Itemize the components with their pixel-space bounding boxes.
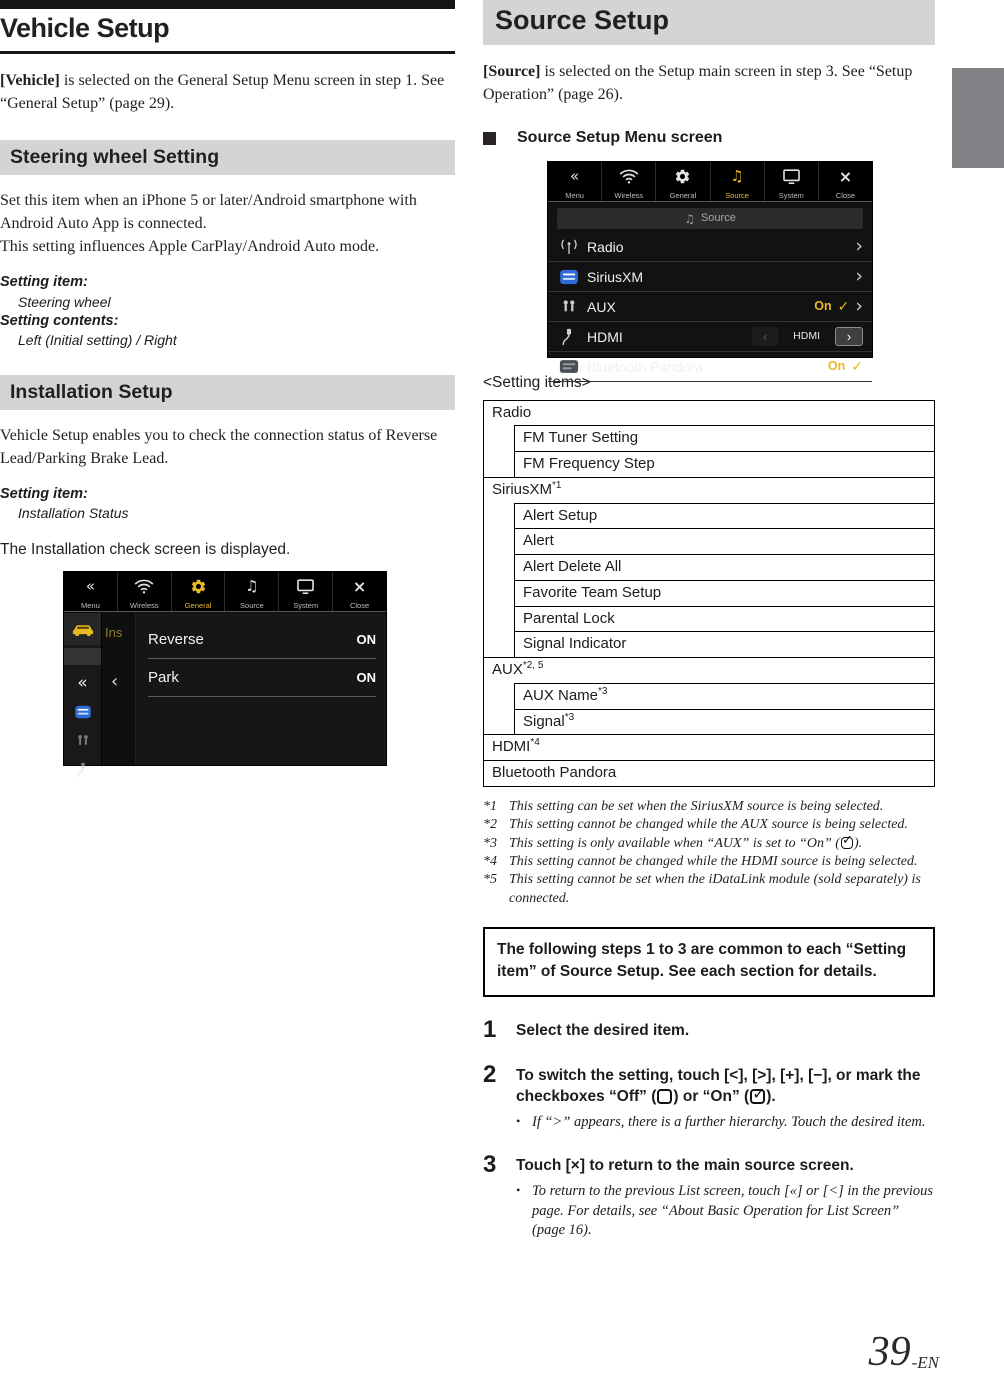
- music-icon-wrap: [245, 576, 258, 596]
- footnote-marker: *2: [483, 817, 497, 833]
- setting-item-value: Steering wheel: [18, 293, 111, 310]
- step-body: [516, 1018, 935, 1042]
- setting-contents-value: Left (Initial setting) / Right: [18, 332, 177, 349]
- source-title-text: Source: [700, 212, 736, 225]
- footnote: [483, 798, 935, 816]
- nav-item-label: General: [184, 600, 212, 610]
- nav-item-label: Wireless: [129, 600, 159, 610]
- checkbox-on-icon: [841, 837, 853, 849]
- nav-item-menu: [548, 162, 602, 201]
- installation-check-paragraph: The Installation check screen is displayed.: [0, 541, 291, 559]
- chapter-side-tab: [952, 68, 1004, 168]
- table-parent-row: Radio: [492, 403, 532, 421]
- back-icon-wrap: [86, 576, 95, 596]
- left-title-block: [0, 9, 455, 54]
- left-page-title: Vehicle Setup: [0, 13, 170, 43]
- footnote-marker: *4: [483, 853, 497, 869]
- gear-icon-wrap: [190, 576, 207, 596]
- setting-contents-label: Setting contents:: [0, 312, 119, 329]
- hdmi-icon-wrap: [554, 327, 584, 347]
- music-note-icon: ♫: [730, 167, 744, 186]
- vehicle-intro-bold: [Vehicle]: [0, 71, 60, 89]
- installation-section-header: Installation Setup: [0, 375, 455, 410]
- bullet-text: To return to the previous List screen, touch [«] or [<] in the previous page. For details, see “About Basic Operation for List Screen” (page 16).: [532, 1183, 934, 1238]
- aux-icon: [560, 298, 578, 316]
- monitor-icon-wrap: [782, 166, 801, 186]
- source-row-controls: [828, 360, 863, 374]
- footnotes: [483, 798, 935, 908]
- installation-check-screenshot: [63, 571, 387, 766]
- wifi-icon: [134, 578, 154, 595]
- source-intro-bold: [Source]: [483, 62, 541, 80]
- hdmi-icon: [560, 327, 578, 347]
- table-parent-row: HDMI$^{*4}$: [484, 734, 934, 760]
- steps: [483, 1015, 935, 1240]
- menu-screen-subheading-text: Source Setup Menu screen: [517, 129, 723, 147]
- radio-antenna-icon: [559, 237, 579, 256]
- source-row-label: HDMI: [587, 328, 623, 345]
- hdmi-icon: [64, 755, 101, 784]
- hdmi-value-label: HDMI: [793, 330, 820, 343]
- menu-screen-subheading: [483, 130, 935, 146]
- source-row-bt: [548, 352, 872, 382]
- setting-items-label: <Setting items>: [483, 374, 591, 392]
- nav-item-label: General: [669, 190, 697, 200]
- footnote-text: This setting cannot be changed while the HDMI source is being selected.: [509, 853, 918, 869]
- nav-item-label: Wireless: [614, 190, 644, 200]
- vehicle-intro-rest: is selected on the General Setup Menu screen in step 1. See “General Setup” (page 29).: [0, 71, 445, 112]
- nav-item-source: [225, 572, 279, 611]
- gear-icon: [674, 168, 691, 185]
- setting-items-table: [483, 400, 935, 787]
- nav-item-source: [711, 162, 765, 201]
- footnote: [483, 853, 935, 871]
- wifi-icon: [619, 168, 639, 185]
- source-row-label: Radio: [587, 238, 624, 255]
- table-child-row: Alert: [515, 528, 934, 554]
- nav-item-label: Close: [835, 190, 856, 200]
- gear-icon: [190, 578, 207, 595]
- source-row-controls: [855, 237, 863, 256]
- footnote-ref: *1: [552, 479, 562, 491]
- source-row-sirius: [548, 262, 872, 292]
- close-icon-wrap: [839, 166, 852, 186]
- installation-setting-block: [0, 485, 455, 523]
- footnote-ref: *4: [530, 737, 540, 749]
- step-3: [483, 1153, 935, 1240]
- footnote-ref: *2, 5: [522, 660, 544, 672]
- footnote-text: This setting can be set when the SiriusXM source is being selected.: [509, 798, 884, 814]
- source-intro-rest: is selected on the Setup main screen in step 3. See “Setup Operation” (page 26).: [483, 62, 913, 103]
- step-instruction: Touch [×] to return to the main source screen.: [516, 1157, 854, 1175]
- chevron-left-button: ‹: [752, 327, 778, 346]
- installation-row: [148, 621, 376, 659]
- checkbox-off-icon: [657, 1089, 672, 1104]
- back-chevrons-icon: «: [85, 577, 95, 596]
- installation-row-value: ON: [356, 632, 376, 648]
- table-child-row: Alert Delete All: [515, 554, 934, 580]
- nav-item-label: System: [293, 600, 319, 610]
- check-icon: ✓: [837, 298, 850, 315]
- nav-item-label: Source: [725, 190, 749, 200]
- sidebar-divider-block: [64, 648, 101, 665]
- right-page-title: Source Setup: [483, 0, 935, 45]
- nav-item-close: [333, 572, 386, 611]
- source-row-controls: [752, 327, 863, 346]
- step-number: 1: [483, 1015, 497, 1043]
- setting-item-value: Installation Status: [18, 505, 129, 522]
- installation-paragraph: Vehicle Setup enables you to check the connection status of Reverse Lead/Parking Brake Lead.: [0, 426, 438, 467]
- source-row-hdmi: [548, 322, 872, 352]
- step-bullet: [516, 1182, 935, 1240]
- table-child-row: Parental Lock: [515, 606, 934, 632]
- steering-paragraph-2: This setting influences Apple CarPlay/Android Auto mode.: [0, 237, 380, 255]
- square-bullet-icon: [483, 132, 496, 145]
- table-child-group: [514, 425, 934, 477]
- steering-setting-block: [0, 273, 455, 350]
- siriusxm-icon: [64, 697, 101, 726]
- steering-paragraph-1: Set this item when an iPhone 5 or later/Android smartphone with Android Auto App is connected.: [0, 191, 417, 232]
- step-2: [483, 1060, 935, 1132]
- left-column: [0, 0, 455, 766]
- step-instruction: To switch the setting, touch [<], [>], [+], [−], or mark the checkboxes “Off” ( ) or “On” ( ✓ ).: [516, 1065, 935, 1107]
- bullet-text: If “>” appears, there is a further hierarchy. Touch the desired item.: [532, 1114, 926, 1131]
- source-row-radio: [548, 232, 872, 262]
- siriusxm-icon: [559, 269, 579, 285]
- aux-icon-wrap: [554, 298, 584, 316]
- source-row-aux: [548, 292, 872, 322]
- step-bullet: [516, 1113, 935, 1132]
- screenshot-nav-bar: [64, 572, 386, 612]
- page-number-suffix: -EN: [911, 1353, 939, 1372]
- wifi-icon-wrap: [619, 166, 639, 186]
- source-screen-body: [548, 203, 872, 375]
- nav-item-system: [279, 572, 333, 611]
- page-number-big: 39: [868, 1329, 911, 1375]
- step-1: [483, 1015, 935, 1043]
- music-note-icon: ♫: [684, 211, 695, 226]
- source-icons-sidebar: [64, 613, 102, 765]
- nav-item-label: Source: [240, 600, 264, 610]
- footnote-text: This setting cannot be changed while the AUX source is being selected.: [509, 817, 908, 833]
- close-icon-wrap: [353, 576, 366, 596]
- music-icon-wrap: [730, 166, 743, 186]
- close-icon: ×: [352, 576, 367, 596]
- installation-panel-title-partial: Ins: [105, 625, 123, 641]
- nav-item-label: Close: [349, 600, 370, 610]
- wifi-icon-wrap: [134, 576, 154, 596]
- sirius-icon-wrap: [554, 269, 584, 285]
- bullet-marker: •: [516, 1183, 521, 1198]
- on-label: On: [814, 299, 832, 314]
- check-icon: ✓: [851, 358, 863, 375]
- steering-wheel-section-header: Steering wheel Setting: [0, 140, 455, 175]
- aux-icon: [64, 726, 101, 755]
- table-child-row: Favorite Team Setup: [515, 580, 934, 606]
- nav-item-wireless: [602, 162, 656, 201]
- footnote-marker: *1: [483, 798, 497, 814]
- footnote-marker: *3: [483, 835, 497, 851]
- on-label: On: [827, 359, 846, 374]
- table-child-row: Signal$^{*3}$: [515, 709, 934, 735]
- top-black-bar: [0, 0, 455, 9]
- source-title-strip: [557, 208, 863, 229]
- nav-item-label: System: [778, 190, 804, 200]
- page-number: [869, 1328, 938, 1376]
- nav-item-general: [656, 162, 710, 201]
- source-list: [548, 232, 872, 382]
- step-body: [516, 1153, 935, 1240]
- footnote-text: This setting cannot be set when the iDataLink module (sold separately) is connected.: [509, 872, 921, 906]
- gear-icon-wrap: [674, 166, 691, 186]
- source-row-controls: [855, 267, 863, 286]
- step-body: [516, 1063, 935, 1132]
- installation-screen-body: [64, 613, 386, 765]
- nav-item-wireless: [118, 572, 172, 611]
- bullet-marker: •: [516, 1114, 521, 1129]
- footnote-marker: *5: [483, 872, 497, 888]
- installation-row: [148, 659, 376, 697]
- table-parent-row: SiriusXM$^{*1}$: [484, 477, 934, 503]
- footnote: [483, 871, 935, 908]
- step-number: 2: [483, 1060, 497, 1088]
- setting-item-label: Setting item:: [0, 485, 88, 502]
- installation-row-value: ON: [356, 670, 376, 686]
- installation-row-label: Park: [148, 669, 179, 687]
- screenshot-nav-bar: [548, 162, 872, 202]
- nav-item-menu: [64, 572, 118, 611]
- source-row-label: SiriusXM: [587, 268, 644, 285]
- installation-status-list: [136, 613, 386, 765]
- back-chevrons-icon: «: [77, 672, 88, 693]
- nav-item-close: [819, 162, 872, 201]
- note-box: The following steps 1 to 3 are common to each “Setting item” of Source Setup. See each section for details.: [483, 927, 935, 997]
- back-icon-wrap: [570, 166, 579, 186]
- footnote-ref: *3: [564, 711, 575, 723]
- bt-icon-wrap: [554, 359, 584, 374]
- chevron-right-button: ›: [835, 327, 863, 346]
- chevron-right-icon: ›: [855, 235, 863, 258]
- table-child-row: Alert Setup: [515, 503, 934, 529]
- table-child-group: [514, 683, 934, 735]
- source-row-controls: [814, 297, 863, 316]
- chevron-right-icon: ›: [855, 265, 863, 288]
- chevron-right-icon: ›: [855, 295, 863, 318]
- installation-panel-strip: [102, 613, 136, 765]
- monitor-icon: [782, 168, 801, 185]
- footnote: [483, 816, 935, 834]
- bluetooth-pandora-icon: [559, 359, 579, 374]
- back-chevrons-icon: «: [569, 167, 580, 186]
- music-note-icon: ♫: [245, 577, 259, 596]
- source-row-label: Bluetooth Pandora: [587, 358, 703, 375]
- radio-icon-wrap: [554, 237, 584, 256]
- monitor-icon-wrap: [296, 576, 315, 596]
- step-instruction: Select the desired item.: [516, 1021, 690, 1039]
- table-parent-row: AUX$^{*2, 5}$: [484, 657, 934, 683]
- source-setup-menu-screenshot: [547, 161, 873, 375]
- vehicle-intro-paragraph: [0, 69, 455, 115]
- table-child-row: AUX Name$^{*3}$: [515, 683, 934, 709]
- monitor-icon: [296, 578, 315, 595]
- car-icon: [64, 613, 101, 645]
- step-number: 3: [483, 1151, 497, 1179]
- footnote: [483, 835, 935, 853]
- table-child-row: Signal Indicator: [515, 631, 934, 657]
- setting-item-label: Setting item:: [0, 274, 88, 291]
- installation-row-label: Reverse: [148, 631, 204, 649]
- source-row-label: AUX: [587, 298, 616, 315]
- footnote-text: This setting is only available when “AUX” is set to “On” ( ✓ ).: [509, 835, 935, 853]
- right-column: [483, 0, 935, 1240]
- back-chevron-icon: ‹: [111, 671, 119, 693]
- nav-item-system: [765, 162, 819, 201]
- table-child-row: FM Tuner Setting: [515, 425, 934, 451]
- close-icon: ×: [838, 166, 853, 186]
- table-child-row: FM Frequency Step: [515, 451, 934, 477]
- footnote-ref: *3: [598, 685, 608, 697]
- source-intro-paragraph: [483, 60, 935, 106]
- table-parent-row: Bluetooth Pandora: [484, 760, 934, 786]
- checkbox-on-icon: [750, 1089, 765, 1104]
- nav-item-general: [172, 572, 226, 611]
- table-child-group: [514, 503, 934, 658]
- nav-item-label: Menu: [565, 190, 584, 200]
- nav-item-label: Menu: [81, 600, 100, 610]
